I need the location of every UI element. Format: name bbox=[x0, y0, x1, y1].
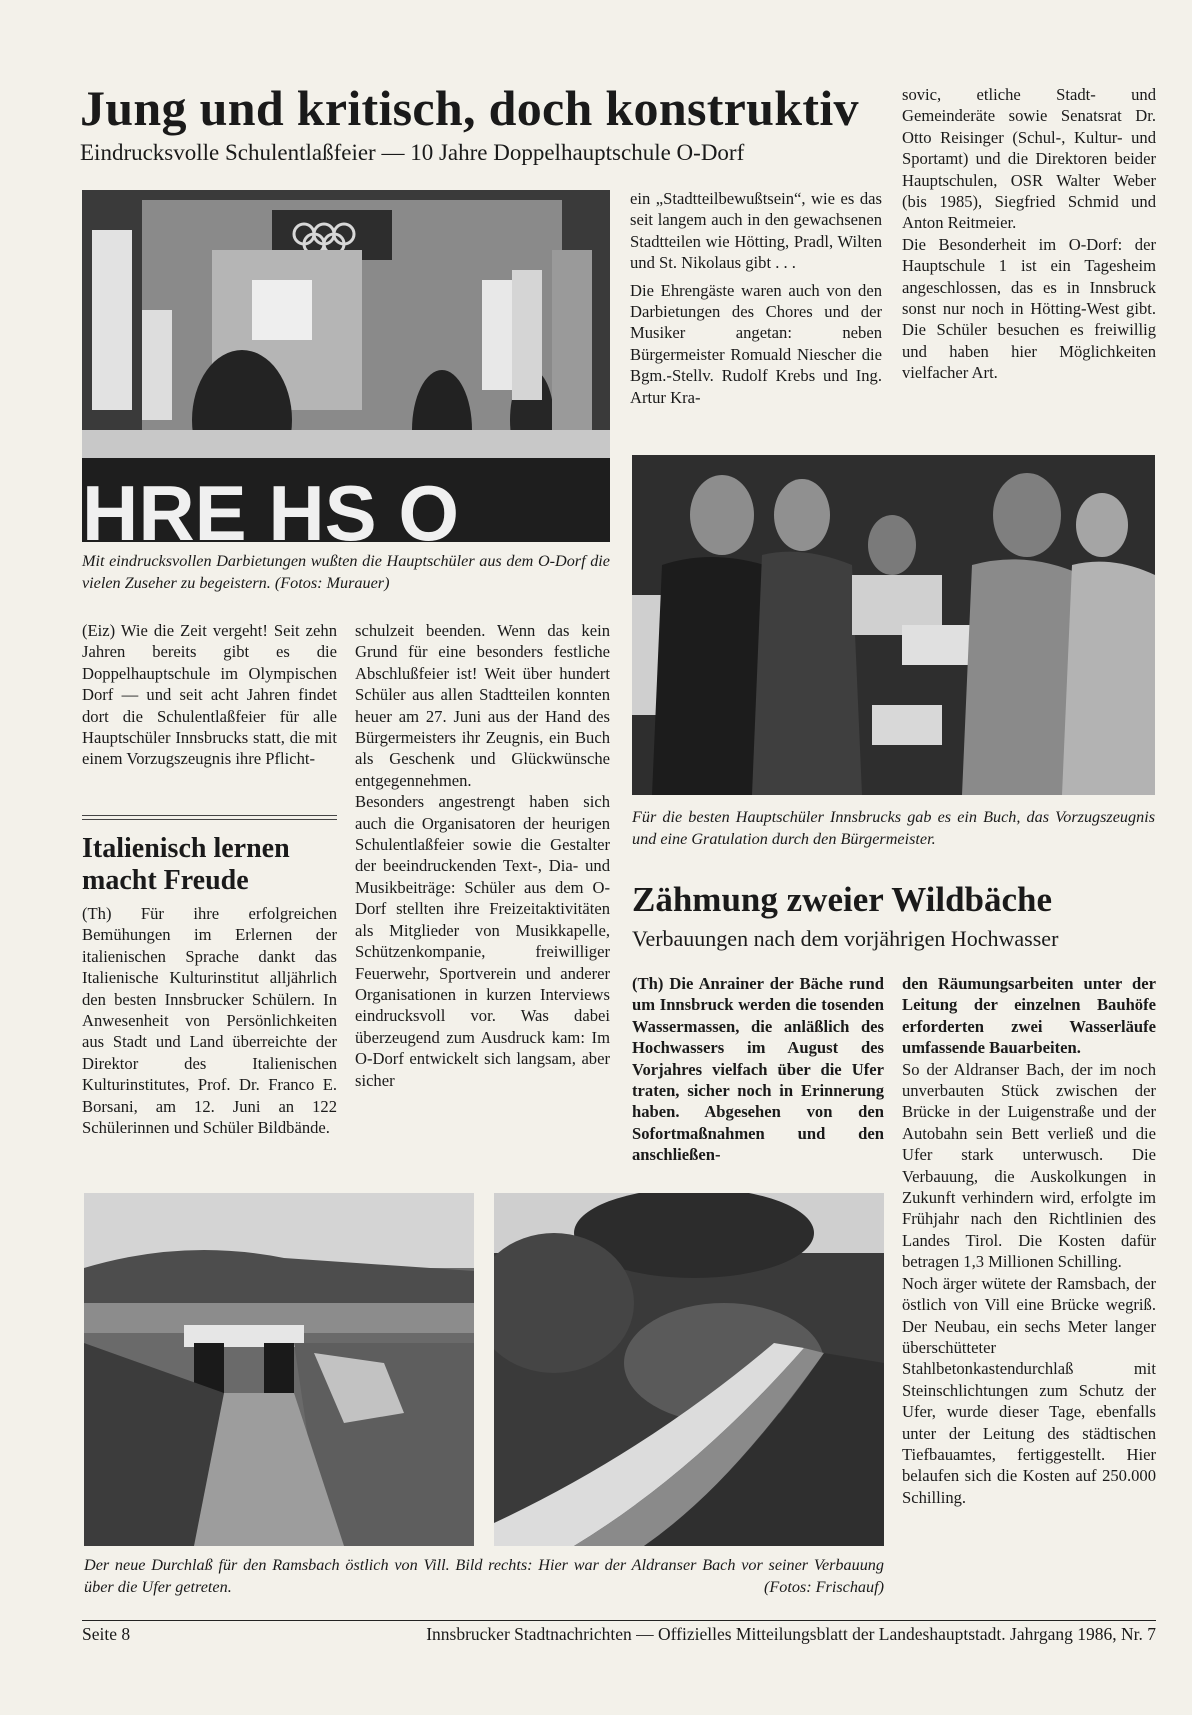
award-photo-caption: Für die besten Hauptschüler Innsbrucks gab es ein Buch, das Vorzugszeugnis und eine Gratulation durch den Bürgermeister. bbox=[632, 808, 1155, 848]
article1-subhead: Eindrucksvolle Schulentlaßfeier — 10 Jahre Doppelhauptschule O-Dorf bbox=[80, 140, 745, 165]
aldranser-bach-photo-image bbox=[494, 1193, 884, 1546]
aldranser-bach-photo bbox=[494, 1193, 884, 1546]
article2-body: (Th) Für ihre erfolgreichen Bemühungen im Erlernen der italienischen Sprache dankt das Italienische Kulturinstitut alljährlich den besten Innsbrucker Schülern. In Anwesenheit von Persönlichkeiten aus Stadt und Land überreichte der Direktor des Italienischen Kulturinstitutes, Prof. Dr. Franco E. Borsani, am 12. Juni an 122 Schülerinnen und Schüler Bildbände. bbox=[82, 904, 337, 1138]
stage-photo-caption: Mit eindrucksvollen Darbietungen wußten die Hauptschüler aus dem O-Dorf die vielen Zuseher zu begeistern. (Fotos: Murauer) bbox=[82, 552, 610, 592]
article1-col4-p1: sovic, etliche Stadt- und Gemeinderäte sowie Senatsrat Dr. Otto Reisinger (Schul-, Kultur- und Sportamt) und die Direktoren beider Hauptschulen, OSR Walter Weber (bis 1985), Siegfried Schmid und Anton Reitmeier. bbox=[902, 85, 1156, 233]
article3-lead-continued: den Räumungsarbeiten unter der Leitung der einzelnen Bauhöfe erforderten zwei Wasserläufe umfassende Bauarbeiten. bbox=[902, 974, 1156, 1058]
article3-body1: So der Aldranser Bach, der im noch unverbauten Stück zwischen der Brücke in der Luigenstraße und der Autobahn sein Bett verließ und die Ufer stark unterwusch. Die Verbauung, die Auskolkungen in Zukunft verhindern wird, erfolgte im Frühjahr nach den Richtlinien des Landes Tirol. Die Kosten dafür betragen 1,3 Millionen Schilling. bbox=[902, 1059, 1156, 1272]
article3-headline: Zähmung zweier Wildbäche bbox=[632, 880, 1053, 919]
article1-headline: Jung und kritisch, doch konstruktiv bbox=[80, 80, 859, 136]
article1-col2-p2: Besonders angestrengt haben sich auch die Organisatoren der heurigen Schulentlaßfeier sowie die Gestalter der beeindruckenden Text-, Dia- und Musikbeiträge: Schüler aus dem O-Dorf stellten ihre Freizeitaktivitäten als Mitglieder von Musikkapelle, Schützenkompanie, freiwilliger Feuerwehr, Sportverein und anderer Organisationen in kurzen Interviews eindrucksvoll vor. Was dabei überzeugend zum Ausdruck kam: Im O-Dorf entwickelt sich langsam, aber sicher bbox=[355, 792, 610, 1090]
article1-col3-p1: ein „Stadtteilbewußtsein“, wie es das seit langem auch in den gewachsenen Stadtteilen wie Hötting, Pradl, Wilten und St. Nikolaus gibt . . . bbox=[630, 189, 882, 273]
article3-lead: (Th) Die Anrainer der Bäche rund um Innsbruck werden die tosenden Wassermassen, die anläßlich des Hochwassers im August des Vorjahres vielfach über die Ufer traten, sicher noch in Erinnerung haben. Abgesehen von den Sofortmaßnahmen und den anschließen- bbox=[632, 974, 884, 1165]
article2-headline: Italienisch lernen macht Freude bbox=[82, 833, 290, 896]
publication-info: Innsbrucker Stadtnachrichten — Offizielles Mitteilungsblatt der Landeshauptstadt. Jahrgang 1986, Nr. 7 bbox=[426, 1624, 1156, 1644]
article1-col2 bbox=[355, 620, 610, 1091]
article1-col3-p2: Die Ehrengäste waren auch von den Darbietungen des Chores und der Musiker angetan: neben Bürgermeister Romuald Niescher die Bgm.-Stellv. Rudolf Krebs und Ing. Artur Kra- bbox=[630, 280, 882, 407]
ramsbach-photo bbox=[84, 1193, 474, 1546]
article3-body2: Noch ärger wütete der Ramsbach, der östlich von Vill eine Brücke wegriß. Der Neubau, ein sechs Meter langer überschütteter Stahlbetonkastendurchlaß mit Steinschlichtungen zum Schutz der Ufer, wurde dieser Tage, ebenfalls unter der Leitung des städtischen Tiefbauamtes, fertiggestellt. Hier belaufen sich die Kosten auf 250.000 Schilling. bbox=[902, 1273, 1156, 1507]
article1-col1: (Eiz) Wie die Zeit vergeht! Seit zehn Jahren bereits gibt es die Doppelhauptschule im Olympischen Dorf — und seit acht Jahren findet dort die Schulentlaßfeier für alle Hauptschüler Innsbrucks statt, die mit einem Vorzugszeugnis ihre Pflicht- bbox=[82, 621, 337, 769]
award-photo-image bbox=[632, 455, 1155, 795]
article-divider bbox=[82, 815, 337, 820]
stage-banner: HRE HS O bbox=[82, 469, 460, 542]
article1-col4-p2: Die Besonderheit im O-Dorf: der Hauptschule 1 ist ein Tagesheim angeschlossen, das es in Innsbruck sonst nur noch in Hötting-West gibt. Die Schüler besuchen es freiwillig und haben hier Möglichkeiten vielfacher Art. bbox=[902, 234, 1156, 383]
ramsbach-photo-image bbox=[84, 1193, 474, 1546]
footer-rule bbox=[82, 1620, 1156, 1621]
article1-col2-p1: schulzeit beenden. Wenn das kein Grund für eine besonders festliche Abschlußfeier ist! Weit über hundert Schüler aus allen Stadtteilen konnten heuer am 27. Juni aus der Hand des Bürgermeisters ihr Zeugnis, ein Buch als Geschenk und Glückwünsche entgegennehmen. bbox=[355, 621, 610, 790]
article3-col2 bbox=[902, 973, 1156, 1508]
article1-col3 bbox=[630, 188, 882, 408]
article3-subhead: Verbauungen nach dem vorjährigen Hochwasser bbox=[632, 926, 1059, 951]
page-number: Seite 8 bbox=[82, 1624, 131, 1644]
article1-col4 bbox=[902, 84, 1156, 384]
river-photos-credit: (Fotos: Frischauf) bbox=[763, 1578, 884, 1596]
river-photos-caption bbox=[84, 1554, 884, 1598]
stage-photo bbox=[82, 190, 610, 542]
stage-photo-image bbox=[82, 190, 610, 542]
award-photo bbox=[632, 455, 1155, 795]
river-photos-caption-text: Der neue Durchlaß für den Ramsbach östlich von Vill. Bild rechts: Hier war der Aldranser Bach vor seiner Verbauung über die Ufer getreten. bbox=[84, 1556, 884, 1596]
